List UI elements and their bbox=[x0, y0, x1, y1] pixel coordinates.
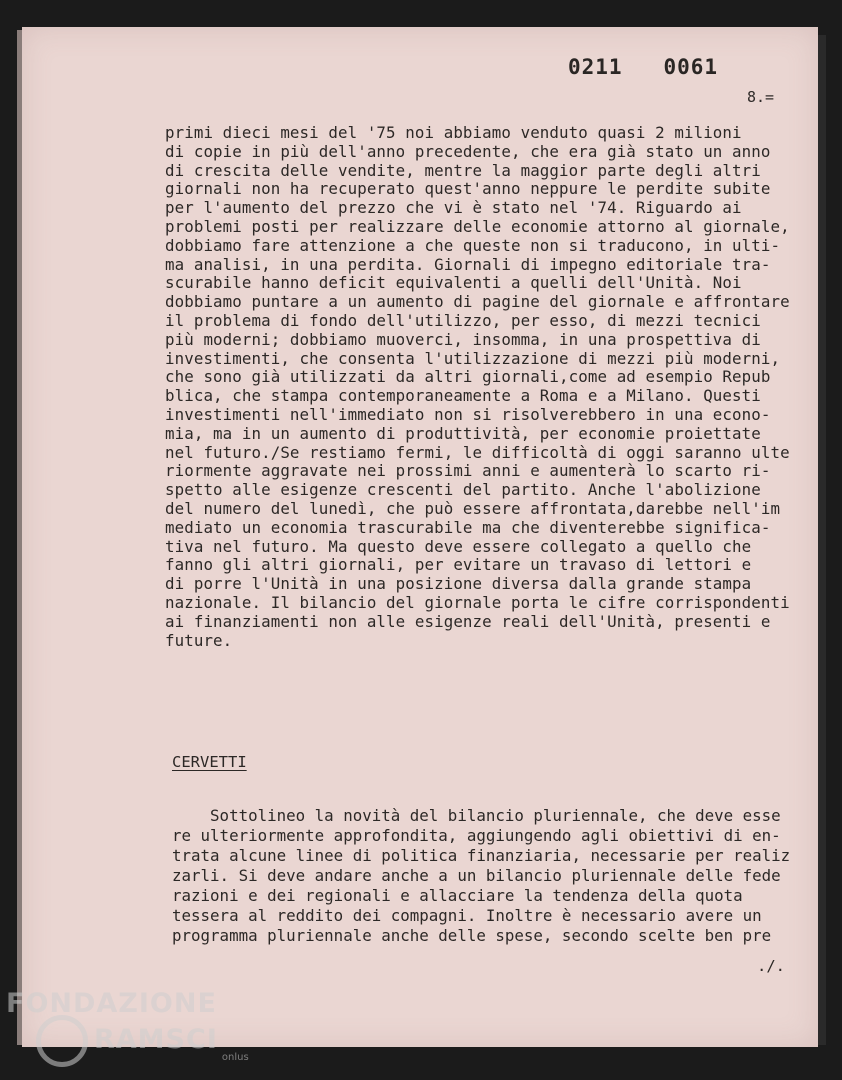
text-line: trata alcune linee di politica finanziaria, necessarie per realiz bbox=[172, 846, 791, 865]
text-line: mia, ma in un aumento di produttività, per economie proiettate bbox=[165, 423, 761, 443]
text-line: riormente aggravate nei prossimi anni e aumenterà lo scarto ri- bbox=[165, 461, 771, 481]
page-right-strip bbox=[818, 35, 826, 1045]
text-line: razioni e dei regionali e allacciare la tendenza della quota bbox=[172, 886, 743, 905]
gramsci-g-logo-icon bbox=[36, 1015, 88, 1067]
paragraph-2 bbox=[172, 806, 812, 946]
text-line: programma pluriennale anche delle spese, secondo scelte ben pre bbox=[172, 926, 772, 945]
text-line: zarli. Si deve andare anche a un bilancio pluriennale delle fede bbox=[172, 866, 781, 885]
text-line: dobbiamo fare attenzione a che queste non si traducono, in ulti- bbox=[165, 235, 781, 255]
text-line: fanno gli altri giornali, per evitare un travaso di lettori e bbox=[165, 555, 752, 575]
watermark-suffix: onlus bbox=[221, 1052, 249, 1063]
paragraph-1 bbox=[165, 124, 805, 650]
text-line: il problema di fondo dell'utilizzo, per esso, di mezzi tecnici bbox=[165, 310, 761, 330]
text-line: spetto alle esigenze crescenti del partito. Anche l'abolizione bbox=[165, 480, 761, 500]
text-line: investimenti nell'immediato non si risolverebbero in una econo- bbox=[165, 404, 771, 424]
text-line: primi dieci mesi del '75 noi abbiamo venduto quasi 2 milioni bbox=[165, 123, 742, 142]
text-line: mediato un economia trascurabile ma che diventerebbe significa- bbox=[165, 517, 771, 537]
text-line: tessera al reddito dei compagni. Inoltre è necessario avere un bbox=[172, 906, 762, 925]
text-line: di copie in più dell'anno precedente, che era già stato un anno bbox=[165, 141, 771, 161]
text-line: che sono già utilizzati da altri giornali,come ad esempio Repub bbox=[165, 367, 771, 387]
watermark-line-1: FONDAZIONE bbox=[6, 988, 217, 1019]
text-line: di crescita delle vendite, mentre la maggior parte degli altri bbox=[165, 160, 761, 180]
text-line: ai finanziamenti non alle esigenze reali dell'Unità, presenti e bbox=[165, 611, 771, 631]
speaker-name: CERVETTI bbox=[172, 753, 247, 771]
text-line: problemi posti per realizzare delle economie attorno al giornale, bbox=[165, 216, 790, 236]
text-line: nazionale. Il bilancio del giornale porta le cifre corrispondenti bbox=[165, 592, 790, 612]
text-line: ma analisi, in una perdita. Giornali di impegno editoriale tra- bbox=[165, 254, 771, 274]
text-line: investimenti, che consenta l'utilizzazione di mezzi più moderni, bbox=[165, 348, 781, 368]
text-line: re ulteriormente approfondita, aggiungendo agli obiettivi di en- bbox=[172, 826, 781, 845]
text-line: dobbiamo puntare a un aumento di pagine del giornale e affrontare bbox=[165, 292, 790, 312]
archive-number: 0211 0061 bbox=[568, 55, 719, 79]
watermark-line-2: RAMSCI bbox=[94, 1024, 218, 1055]
text-line: per l'aumento del prezzo che vi è stato nel '74. Riguardo ai bbox=[165, 198, 742, 218]
text-line: tiva nel futuro. Ma questo deve essere collegato a quello che bbox=[165, 536, 752, 556]
fondazione-gramsci-watermark bbox=[6, 988, 249, 1067]
text-line: più moderni; dobbiamo muoverci, insomma, in una prospettiva di bbox=[165, 329, 761, 349]
continuation-mark: ./. bbox=[757, 957, 785, 975]
text-line: giornali non ha recuperato quest'anno neppure le perdite subite bbox=[165, 179, 771, 199]
text-line: scurabile hanno deficit equivalenti a quelli dell'Unità. Noi bbox=[165, 273, 742, 293]
text-line: blica, che stampa contemporaneamente a Roma e a Milano. Questi bbox=[165, 386, 761, 406]
page-number: 8.= bbox=[747, 88, 775, 106]
text-line: del numero del lunedì, che può essere affrontata,darebbe nell'im bbox=[165, 498, 781, 518]
text-line: future. bbox=[165, 630, 233, 650]
text-line: Sottolineo la novità del bilancio pluriennale, che deve esse bbox=[172, 806, 781, 825]
text-line: di porre l'Unità in una posizione diversa dalla grande stampa bbox=[165, 574, 752, 594]
text-line: nel futuro./Se restiamo fermi, le difficoltà di oggi saranno ulte bbox=[165, 442, 790, 462]
